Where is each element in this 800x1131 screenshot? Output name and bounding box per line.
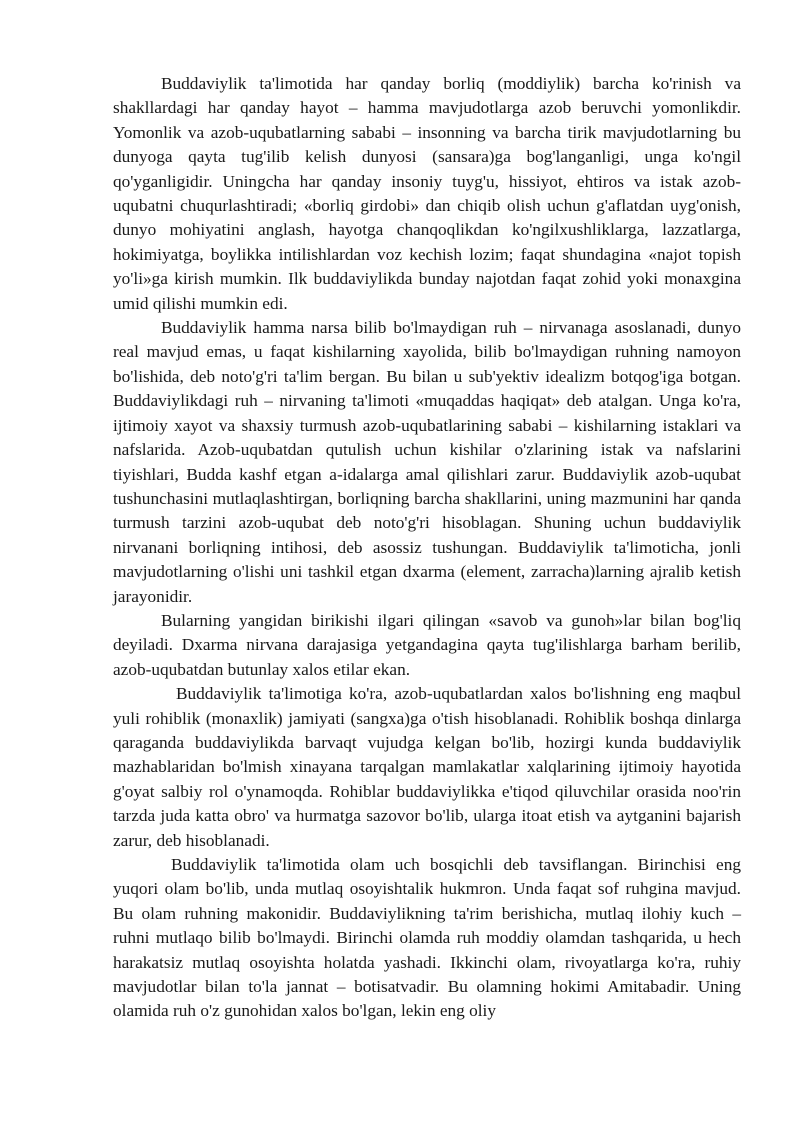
paragraph-nirvana: Buddaviylik hamma narsa bilib bo'lmaydigan ruh – nirvanaga asoslanadi, dunyo real mavjud emas, u faqat kishilarning xayolida, bilib bo'lmaydigan ruhning namoyon bo'lishida, deb noto'g'ri ta'lim bergan. Bu bilan u sub'yektiv idealizm botqog'iga botgan. Buddaviylikdagi ruh – nirvaning ta'limoti «muqaddas haqiqat» deb atalgan. Unga ko'ra, ijtimoiy xayot va shaxsiy turmush azob-uqubatlarining sababi – kishilarning istaklari va nafslarida. Azob-uqubatdan qutulish uchun kishilar o'zlarining istak va nafslarini tiyishlari, Budda kashf etgan a-idalarga amal qilishlari zarur. Buddaviylik azob-uqubat tushunchasini mutlaqlashtirgan, borliqning barcha shakllarini, uning mazmunini har qanda turmush tarzini azob-uqubat deb noto'g'ri hisoblagan. Shuning uchun buddaviylik nirvanani borliqning intihosi, deb asossiz tushungan. Buddaviylik ta'limoticha, jonli mavjudotlarning o'lishi uni tashkil etgan dxarma (element, zarracha)larning ajralib ketish jarayonidir. (113, 318, 741, 606)
document-body (113, 72, 741, 1024)
paragraph-three-worlds: Buddaviylik ta'limotida olam uch bosqichli deb tavsiflangan. Birinchisi eng yuqori olam bo'lib, unda mutlaq osoyishtalik hukmron. Unda faqat sof ruhgina mavjud. Bu olam ruhning makonidir. Buddaviylikning ta'rim berishicha, mutlaq ilohiy kuch – ruhni mutlaqo bilib bo'lmaydi. Birinchi olamda ruh moddiy olamdan tashqarida, u hech harakatsiz mutlaq osoyishta holatda yashadi. Ikkinchi olam, rivoyatlarga ko'ra, ruhiy mavjudotlar bilan to'la jannat – botisatvadir. Bu olamning hokimi Amitabadir. Uning olamida ruh o'z gunohidan xalos bo'lgan, lekin eng oliy (113, 855, 741, 1021)
paragraph-monasticism: Buddaviylik ta'limotiga ko'ra, azob-uqubatlardan xalos bo'lishning eng maqbul yuli rohiblik (monaxlik) jamiyati (sangxa)ga o'tish hisoblanadi. Rohiblik boshqa dinlarga qaraganda buddaviylikda barvaqt vujudga kelgan bo'lib, hozirgi kunda buddaviylik mazhablaridan bo'lmish xinayana tarqalgan mamlakatlar xalqlarining ijtimoiy hayotida g'oyat salbiy rol o'ynamoqda. Rohiblar buddaviylikka e'tiqod qiluvchilar orasida noo'rin tarzda juda katta obro' va hurmatga sazovor bo'lib, ularga itoat etish va aytganini bajarish zarur, deb hisoblanadi. (113, 684, 741, 850)
paragraph-suffering: Buddaviylik ta'limotida har qanday borliq (moddiylik) barcha ko'rinish va shakllardagi har qanday hayot – hamma mavjudotlarga azob beruvchi yomonlikdir. Yomonlik va azob-uqubatlarning sababi – insonning va barcha tirik mavjudotlarning bu dunyoga qayta tug'ilib kelish dunyosi (sansara)ga bog'langanligi, unga ko'ngil qo'yganligidir. Uningcha har qanday insoniy tuyg'u, hissiyot, ehtiros va istak azob-uqubatni chuqurlashtiradi; «borliq girdobi» dan chiqib olish uchun g'aflatdan uyg'onish, dunyo mohiyatini anglash, hayotga chanqoqlikdan ko'ngilxushliklarga, lazzatlarga, hokimiyatga, boylikka intilishlardan voz kechish lozim; faqat shundagina «najot topish yo'li»ga kirish mumkin. Ilk buddaviylikda bunday najotdan faqat zohid yoki monaxgina umid qilishi mumkin edi. (113, 74, 741, 313)
paragraph-dharma: Bularning yangidan birikishi ilgari qilingan «savob va gunoh»lar bilan bog'liq deyiladi. Dxarma nirvana darajasiga yetgandagina qayta tug'ilishlarga barham berilib, azob-uqubatdan butunlay xalos etilar ekan. (113, 610, 741, 679)
